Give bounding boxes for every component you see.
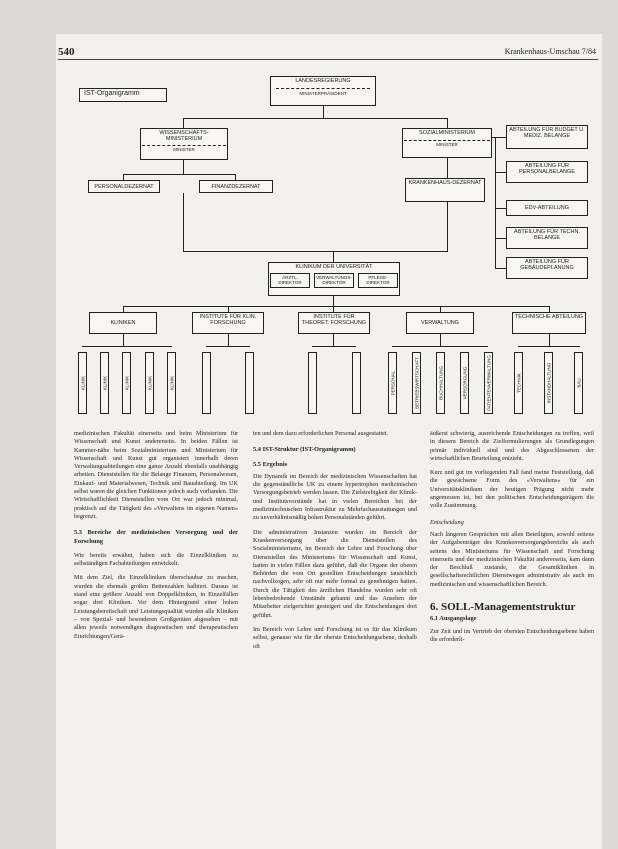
connector — [392, 346, 488, 347]
sozialministerium-box — [402, 128, 492, 158]
journal-title: Krankenhaus-Umschau 7/84 — [504, 47, 596, 56]
connector — [518, 346, 580, 347]
text-column-1 — [74, 430, 238, 641]
connector — [323, 106, 324, 118]
klinikum-box — [268, 262, 400, 296]
connector — [447, 158, 448, 178]
section-heading: 5.4 IST-Struktur (IST-Organigramm) — [253, 446, 356, 454]
text-column-2 — [253, 430, 417, 651]
wiss-ministerium-label: WISSENSCHAFTS-MINISTERIUM — [159, 130, 209, 143]
institut-box — [308, 352, 317, 414]
aerztl-direktor-box: ÄRZTL. DIREKTOR — [270, 273, 310, 287]
subheading: Entscheidung — [430, 518, 464, 526]
minister-left-label: MINISTER — [142, 145, 226, 152]
connector — [447, 118, 448, 128]
paragraph: Kurz und gut im vorliegenden Fall fand meine Feststellung, daß die gewachsene Form des »Verwaltens« für ein Universitätsklinikum der heutigen Prägung nicht mehr angemessen ist, bei den politischen Entscheidungsträgern die volle Zustimmung. — [430, 469, 594, 510]
landesregierung-box — [270, 76, 376, 106]
connector — [183, 193, 184, 251]
finanzdezernat-box: FINANZDEZERNAT — [199, 180, 273, 193]
minister-right-label: MINISTER — [404, 140, 490, 147]
klinik-box: KLINIK — [78, 352, 87, 414]
abt-gebaeude-box: ABTEILUNG FÜR GEBÄUDEPLANUNG — [506, 257, 588, 279]
connector — [228, 334, 229, 346]
klinikum-label: KLINIKUM DER UNIVERSITÄT — [295, 264, 373, 270]
personaldezernat-box: PERSONALDEZERNAT — [88, 180, 160, 193]
klinik-box: KLINIK — [122, 352, 131, 414]
chapter-heading: 6. SOLL-Managementstruktur — [430, 601, 576, 614]
connector — [333, 296, 334, 306]
connector — [82, 346, 172, 347]
connector — [492, 137, 506, 138]
paragraph: medizinischen Fakultät einerseits und beim Ministerium für Wissenschaft und Kunst andererseits. In beiden Fällen ist Kammer-nähe beim Sozialministerium und Ministerium für Wissenschaft und Kunst gut organisiert innerhalb deren Verwaltungsabteilungen eine ganze Anzahl ebenfalls unabhängig arbeiten. Dienststellen für die Belange Finanzen, Personalwesen, Einkauf- und Materialwesen, Technik und Bauabteilung. Im UK selbst waren die gleichen Funktionen jedoch auch vorhanden. Die Wirtschaftlichkeit Dienststellen vom Ort war jedoch minimal, praktisch auf die Tätigkeit des »Verwaltens im eigenen Namen« begrenzt. — [74, 430, 238, 520]
paragraph: Die administrativen Instanzen wurden im Bereich der Krankenversorgung über die Dienststellen des Sozialministeriums, im Bereich der Lehre und Forschung über Dienststellen des Ministeriums für Wissenschaft und Kunst, hatten in vielen Fällen dazu geführt, daß die Organe der oberen Behörden die vom Ort gestellten Entscheidungen tatsächlich nachvollzogen, sehr oft nur mehr formal zu genehmigen hatten. Durch die Tätigkeit des ärztlichen Handelns wurden sehr oft lebenbedrohende Umstände gebannt und das Ansehen der Mitarbeiter zielgerichtet gesteigert und die Entscheidungen dort geführt. — [253, 528, 417, 619]
landesregierung-label: LANDESREGIERUNG — [295, 78, 351, 84]
verwaltung-unit-box: BETRIEBSWIRTSCHAFT — [412, 352, 421, 414]
paragraph: Zur Zeit und im Vertrieb der obersten Entscheidungsebene haben die erforderli- — [430, 627, 594, 643]
institute-theor-box: INSTITUTE FÜR THEORET. FORSCHUNG — [298, 312, 370, 334]
text-column-3 — [430, 430, 594, 644]
connector — [495, 137, 496, 269]
verwaltung-unit-box: VERSORGUNG — [460, 352, 469, 414]
paragraph: Wie bereits erwähnt, haben sich die Einzelkliniken zu selbständigen Fachabteilungen entwickelt. — [74, 551, 238, 568]
connector — [495, 172, 506, 173]
klinik-box: KLINIK — [100, 352, 109, 414]
institut-box — [352, 352, 361, 414]
paragraph: Im Bereich von Lehre und Forschung ist es für das Klinikum selbst, genauso wie für die oberste Entscheidungsebene, deshalb oft — [253, 625, 417, 650]
paragraph: äußerst schwierig, ausreichende Entscheidungen zu treffen, weil in diesem Bereich die Zielformulierungen als Grundlegungen primär individuell sind und des Abgeschlossenen der wirtschaftlichen Beurteilung entzieht. — [430, 430, 594, 462]
krankenhaus-dezernat-box: KRANKENHAUS-DEZERNAT — [405, 178, 485, 202]
connector — [333, 251, 448, 252]
connector — [495, 208, 506, 209]
connector — [495, 268, 506, 269]
section-heading: 5.3 Bereiche der medizinischen Versorgung und der Forschung — [74, 529, 238, 545]
connector — [183, 251, 333, 252]
section-heading: 5.5 Ergebnis — [253, 460, 288, 468]
connector — [183, 160, 184, 174]
direktorium-row — [270, 273, 398, 287]
connector — [495, 238, 506, 239]
page-number: 540 — [58, 46, 75, 58]
kliniken-box: KLINIKEN — [89, 312, 157, 334]
verwaltung-unit-box: BUCHHALTUNG — [436, 352, 445, 414]
technik-unit-box: INSTANDHALTUNG — [544, 352, 553, 414]
sozialministerium-label: SOZIALMINISTERIUM — [419, 130, 475, 136]
connector — [123, 174, 235, 175]
connector — [183, 118, 448, 119]
pflege-direktor-box: PFLEGE-DIREKTOR — [358, 273, 398, 287]
klinik-box: KLINIK — [167, 352, 176, 414]
connector — [440, 334, 441, 346]
header-rule — [58, 59, 598, 60]
verwaltung-unit-box: PATIENTENVERWALTUNG — [484, 352, 493, 414]
verwaltung-box: VERWALTUNG — [406, 312, 474, 334]
paragraph: Nach längeren Gesprächen mit allen Beteiligten, sowohl seitens der Aufgabenträger des Krankenversorgungsbereichs als auch seitens des Ministeriums für Wissenschaft und Forschung einerseits und der medizinischen Fakultät andererseits, kam dann der Beschluß zustande, die Gesamtkliniken in gesellschaftsrechtlichen Dienstwegen administrativ als auch im medizinischen und wissenschaftlichen Bereich. — [430, 530, 594, 588]
connector — [183, 118, 184, 128]
ministerpraesident-label: MINISTERPRÄSIDENT — [276, 88, 370, 96]
paragraph: Mit dem Ziel, die Einzelkliniken überschaubar zu machen, wurden die ehemals großen Bettenzahlen halbiert. Daraus ist stand eine größere Anzahl von Doppelkliniken, in Einzelfällen sogar drei Kliniken. Vor dem Hintergrund einer hohen Leistungsbereitschaft und Leistungsqualität wurden alle Kliniken – von Spezial- und besonderen Großgeräten abgesehen – mit allen jeweils notwendigen diagnostischen und therapeutischen Einrichtungen/Gerä- — [74, 574, 238, 640]
klinik-box: KLINIK — [145, 352, 154, 414]
technische-box: TECHNISCHE ABTEILUNG — [512, 312, 586, 334]
edv-box: EDV-ABTEILUNG — [506, 200, 588, 216]
connector — [123, 334, 124, 346]
wiss-ministerium-box — [140, 128, 228, 160]
verwaltung-unit-box: PERSONAL — [388, 352, 397, 414]
abt-techn-box: ABTEILUNG FÜR TECHN. BELANGE — [506, 227, 588, 249]
verw-direktor-box: VERWALTUNGS-DIREKTOR — [314, 273, 354, 287]
chart-label: IST-Organigramm — [79, 88, 167, 102]
connector — [312, 346, 356, 347]
connector — [447, 202, 448, 251]
paragraph: ten und dem dazu erforderlichen Personal ausgestattet. — [253, 430, 389, 437]
technik-unit-box: BAU — [574, 352, 583, 414]
connector — [123, 306, 550, 307]
connector — [206, 346, 250, 347]
institute-klin-box: INSTITUTE FÜR KLIN. FORSCHUNG — [192, 312, 264, 334]
section-heading: 6.1 Ausgangslage — [430, 615, 477, 623]
connector — [333, 334, 334, 346]
abt-budget-box: ABTEILUNG FÜR BUDGET U. MEDIZ. BELANGE — [506, 125, 588, 149]
connector — [333, 251, 334, 262]
connector — [549, 334, 550, 346]
paragraph: Die Dynamik im Bereich der medizinischen Wissenschaften hat die gegenständliche UK zu einem hypertrophen medizinischen Versorgungsbetrieb werden lassen. Die Zielstrebigkeit der Klinik- und Institutsvorstände hat in vielen Bereichen bei der medizintechnischen Infrastruktur zu Mehrfachausstattungen und zu unverhältnismäßig hohen Personalständen geführt. — [253, 472, 417, 522]
institut-box — [202, 352, 211, 414]
technik-unit-box: TECHNIK — [514, 352, 523, 414]
institut-box — [245, 352, 254, 414]
abt-personal-box: ABTEILUNG FÜR PERSONALBELANGE — [506, 161, 588, 183]
